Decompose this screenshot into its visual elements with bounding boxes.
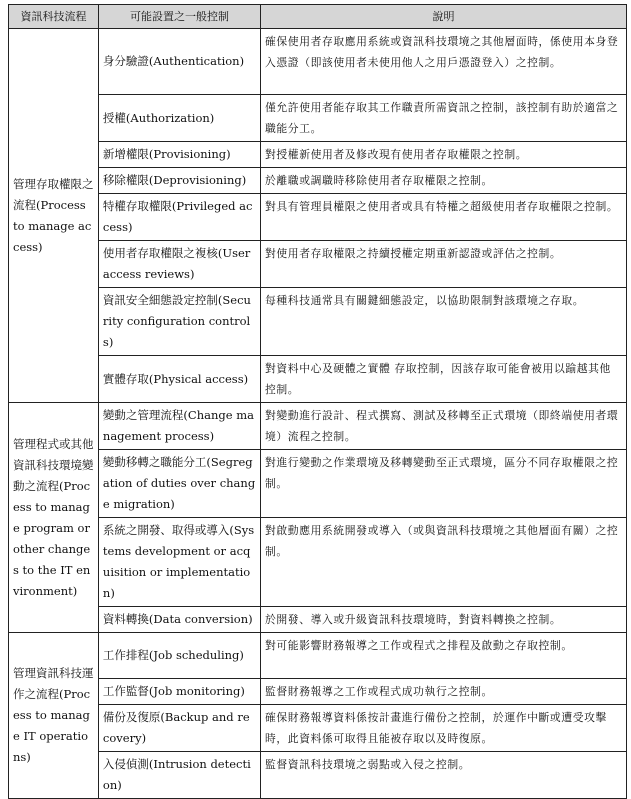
control-cell: 新增權限(Provisioning) (98, 142, 260, 168)
control-cell: 實體存取(Physical access) (98, 356, 260, 403)
table-row (9, 403, 627, 450)
control-cell: 授權(Authorization) (98, 95, 260, 142)
description-cell: 對可能影響財務報導之工作或程式之排程及啟動之存取控制。 (261, 633, 627, 679)
description-cell: 確保財務報導資料係按計畫進行備份之控制，於運作中斷或遭受攻擊時，此資料係可取得且能被存取以及時復原。 (261, 705, 627, 752)
it-controls-document (8, 4, 627, 799)
table-row (9, 95, 627, 142)
process-cell-operations: 管理資訊科技運作之流程(Process to manage IT operations) (9, 633, 99, 799)
table-row (9, 142, 627, 168)
description-cell: 僅允許使用者能存取其工作職責所需資訊之控制，該控制有助於適當之職能分工。 (261, 95, 627, 142)
description-cell: 於開發、導入或升級資訊科技環境時，對資料轉換之控制。 (261, 607, 627, 633)
table-row (9, 679, 627, 705)
process-cell-change: 管理程式或其他資訊科技環境變動之流程(Process to manage program or other changes to the IT environment) (9, 403, 99, 633)
process-cell-access: 管理存取權限之流程(Process to manage access) (9, 29, 99, 403)
control-cell: 系統之開發、取得或導入(Systems development or acquisition or implementation) (98, 518, 260, 607)
control-cell: 工作排程(Job scheduling) (98, 633, 260, 679)
table-header-row (9, 5, 627, 29)
table-row (9, 752, 627, 799)
control-cell: 移除權限(Deprovisioning) (98, 168, 260, 194)
description-cell: 對啟動應用系統開發或導入（或與資訊科技環境之其他層面有關）之控制。 (261, 518, 627, 607)
control-cell: 工作監督(Job monitoring) (98, 679, 260, 705)
description-cell: 每種科技通常具有關鍵細態設定，以協助限制對該環境之存取。 (261, 288, 627, 356)
description-cell: 確保使用者存取應用系統或資訊科技環境之其他層面時，係使用本身登入憑證（即該使用者未使用他人之用戶憑證登入）之控制。 (261, 29, 627, 95)
description-cell: 對使用者存取權限之持續授權定期重新認證或評估之控制。 (261, 241, 627, 288)
control-cell: 資料轉換(Data conversion) (98, 607, 260, 633)
header-description: 說明 (261, 5, 627, 29)
control-cell: 備份及復原(Backup and recovery) (98, 705, 260, 752)
control-cell: 身分驗證(Authentication) (98, 29, 260, 95)
table-row (9, 633, 627, 679)
table-row (9, 288, 627, 356)
it-general-controls-table (8, 4, 627, 799)
table-row (9, 356, 627, 403)
description-cell: 對進行變動之作業環境及移轉變動至正式環境，區分不同存取權限之控制。 (261, 450, 627, 518)
description-cell: 監督資訊科技環境之弱點或入侵之控制。 (261, 752, 627, 799)
control-cell: 使用者存取權限之複核(User access reviews) (98, 241, 260, 288)
table-row (9, 518, 627, 607)
table-row (9, 241, 627, 288)
description-cell: 對具有管理員權限之使用者或具有特權之超級使用者存取權限之控制。 (261, 194, 627, 241)
table-row (9, 607, 627, 633)
control-cell: 變動之管理流程(Change management process) (98, 403, 260, 450)
header-control: 可能設置之一般控制 (98, 5, 260, 29)
description-cell: 對變動進行設計、程式撰寫、測試及移轉至正式環境（即終端使用者環境）流程之控制。 (261, 403, 627, 450)
table-row (9, 29, 627, 95)
description-cell: 於離職或調職時移除使用者存取權限之控制。 (261, 168, 627, 194)
table-row (9, 194, 627, 241)
control-cell: 資訊安全細態設定控制(Security configuration controls) (98, 288, 260, 356)
control-cell: 變動移轉之職能分工(Segregation of duties over change migration) (98, 450, 260, 518)
description-cell: 對授權新使用者及修改現有使用者存取權限之控制。 (261, 142, 627, 168)
description-cell: 對資料中心及硬體之實體 存取控制，因該存取可能會被用以踰越其他控制。 (261, 356, 627, 403)
description-cell: 監督財務報導之工作或程式成功執行之控制。 (261, 679, 627, 705)
header-process: 資訊科技流程 (9, 5, 99, 29)
table-row (9, 705, 627, 752)
control-cell: 特權存取權限(Privileged access) (98, 194, 260, 241)
table-row (9, 450, 627, 518)
control-cell: 入侵偵測(Intrusion detection) (98, 752, 260, 799)
table-row (9, 168, 627, 194)
